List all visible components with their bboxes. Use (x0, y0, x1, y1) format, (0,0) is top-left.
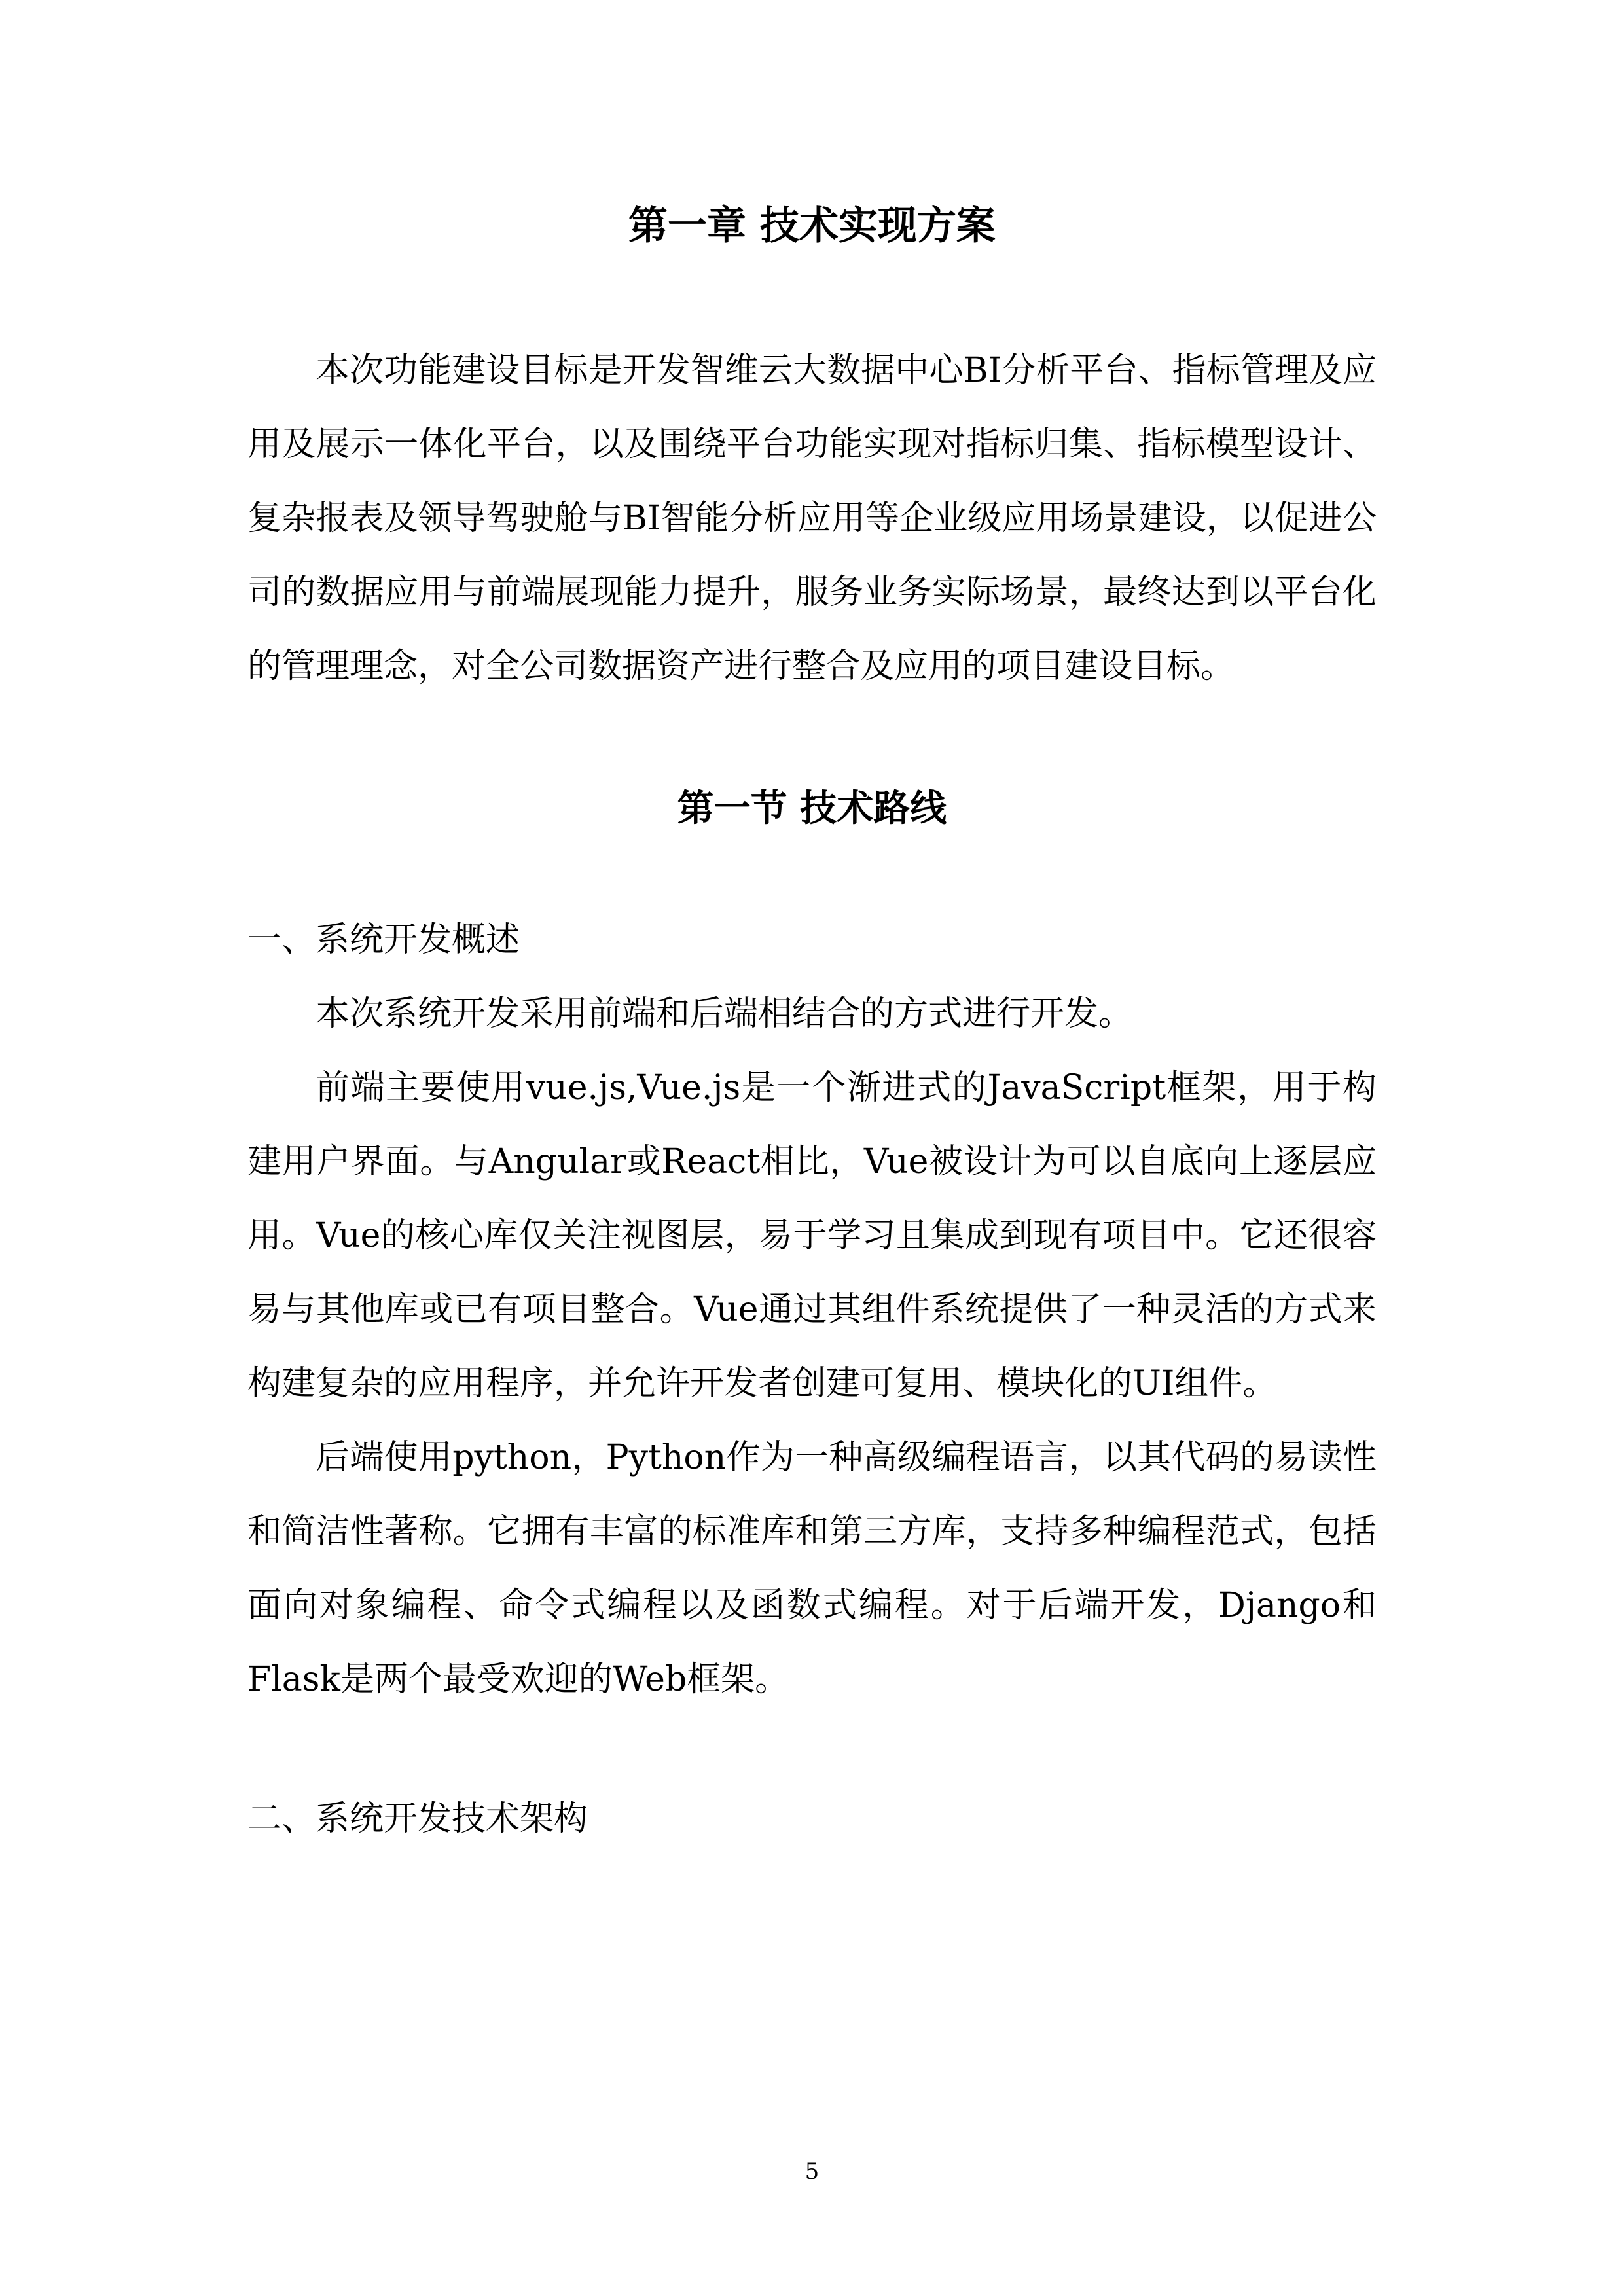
page-number: 5 (804, 2159, 820, 2185)
page-content (247, 196, 1377, 1856)
subsection-heading-overview: 一、系统开发概述 (247, 920, 520, 960)
section-title: 第一节 技术路线 (677, 787, 947, 830)
chapter-title: 第一章 技术实现方案 (628, 203, 996, 249)
intro-paragraph: 本次功能建设目标是开发智维云大数据中心BI分析平台、指标管理及应用及展示一体化平台，以及围绕平台功能实现对指标归集、指标模型设计、复杂报表及领导驾驶舱与BI智能分析应用等企业级应用场景建设，以促进公司的数据应用与前端展现能力提升，服务业务实际场景，最终达到以平台化的管理理念，对全公司数据资产进行整合及应用的项目建设目标。 (247, 351, 1377, 686)
overview-paragraph-frontend: 前端主要使用vue.js,Vue.js是一个渐进式的JavaScript框架，用于构建用户界面。与Angular或React相比，Vue被设计为可以自底向上逐层应用。Vue的核心库仅关注视图层，易于学习且集成到现有项目中。它还很容易与其他库或已有项目整合。Vue通过其组件系统提供了一种灵活的方式来构建复杂的应用程序，并允许开发者创建可复用、模块化的UI组件。 (247, 1068, 1377, 1403)
subsection-heading-architecture: 二、系统开发技术架构 (247, 1799, 588, 1839)
overview-paragraph-1: 本次系统开发采用前端和后端相结合的方式进行开发。 (316, 994, 1133, 1033)
overview-paragraph-backend: 后端使用python，Python作为一种高级编程语言，以其代码的易读性和简洁性著称。它拥有丰富的标准库和第三方库，支持多种编程范式，包括面向对象编程、命令式编程以及函数式编程。对于后端开发，Django和Flask是两个最受欢迎的Web框架。 (247, 1438, 1377, 1699)
